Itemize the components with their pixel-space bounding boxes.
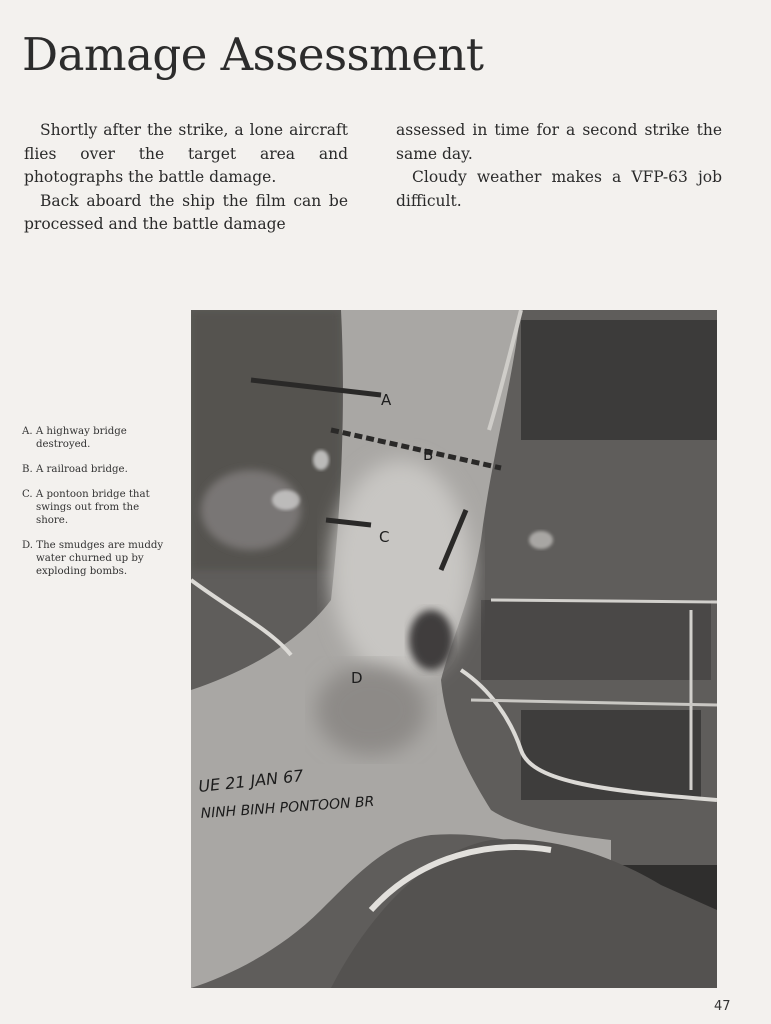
marker-d: D [351,669,363,687]
intro-paragraph: assessed in time for a second strike the same day. [396,121,722,163]
aerial-photograph [191,310,717,988]
caption-d: D. The smudges are muddy water churned up by exploding bombs. [22,540,164,577]
intro-paragraph: Cloudy weather makes a VFP-63 job difficult. [396,168,722,210]
photo-captions [22,425,172,590]
page-number: 47 [714,999,731,1014]
intro-column-right [396,119,722,213]
caption-b: B. A railroad bridge. [22,464,128,475]
caption-c: C. A pontoon bridge that swings out from the shore. [22,489,150,526]
intro-column-left [24,119,348,237]
marker-a: A [381,391,392,409]
photo-annotation-date: UE 21 JAN 67 [197,766,305,796]
intro-paragraph: Back aboard the ship the film can be processed and the battle damage [24,191,348,233]
marker-c: C [379,528,390,546]
intro-paragraph: Shortly after the strike, a lone aircraft flies over the target area and photographs the battle damage. [24,121,348,186]
caption-a: A. A highway bridge destroyed. [22,426,127,450]
photo-annotation-location: NINH BINH PONTOON BR [200,793,375,822]
page-title: Damage Assessment [22,28,484,81]
marker-b: B [423,446,434,464]
